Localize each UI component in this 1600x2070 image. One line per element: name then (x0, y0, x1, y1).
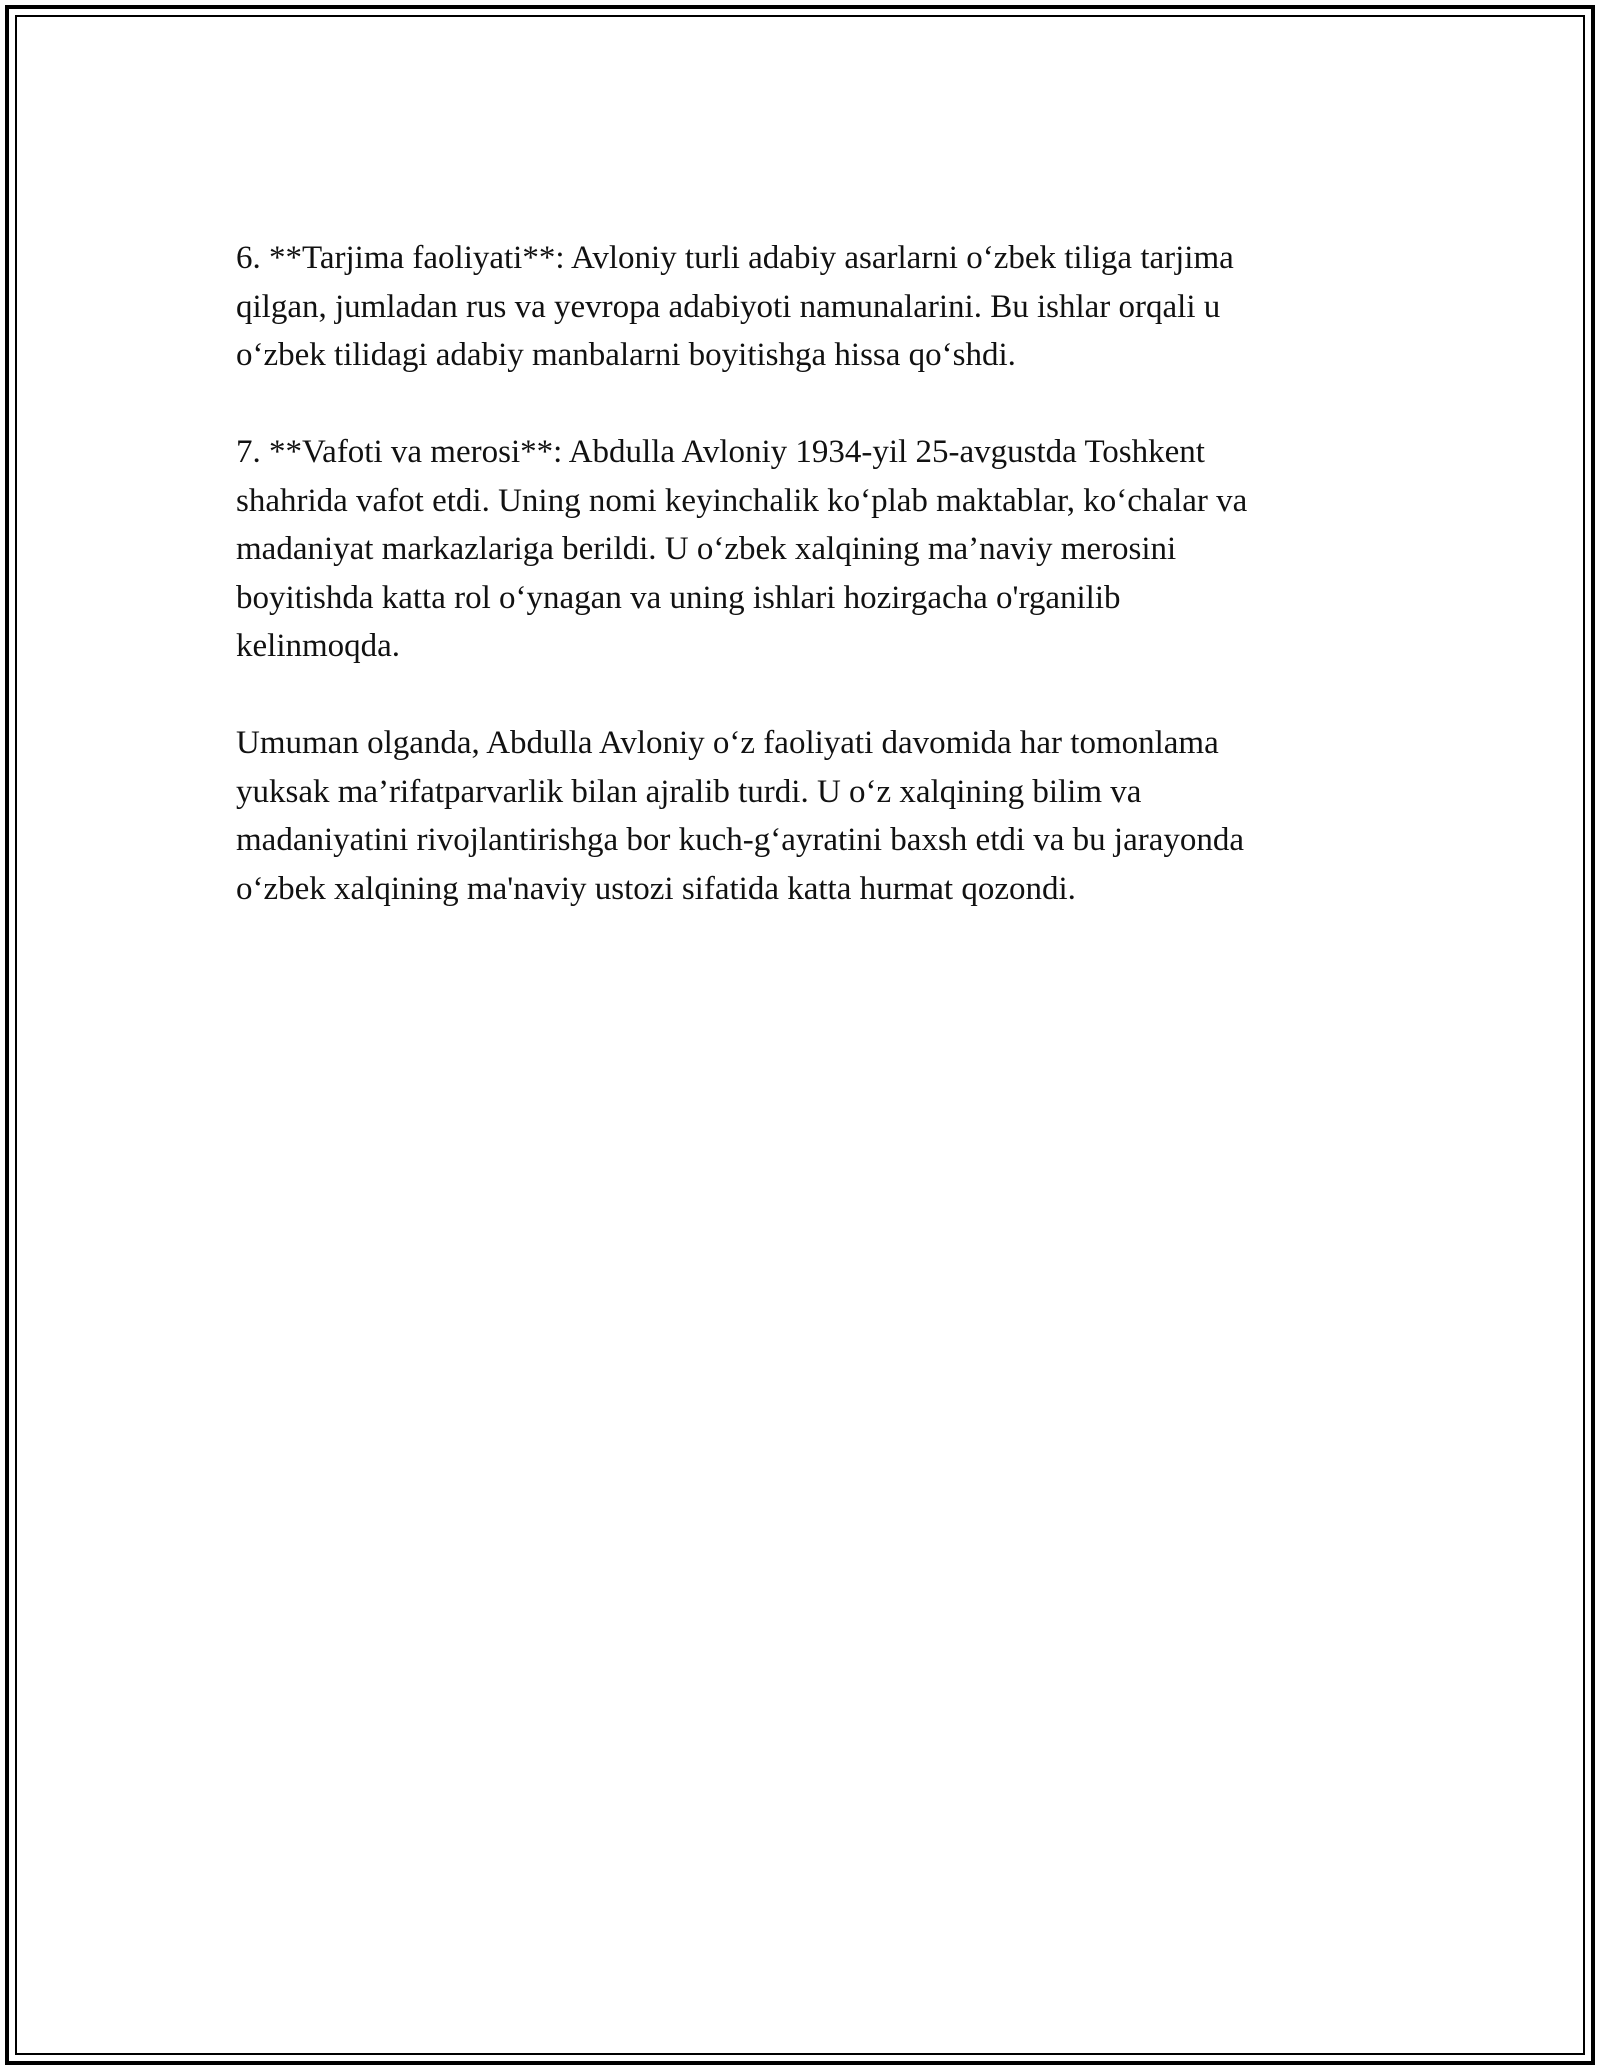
text-line: o‘zbek tilidagi adabiy manbalarni boyitishga hissa qo‘shdi. (236, 337, 1016, 373)
text-line: shahrida vafot etdi. Uning nomi keyinchalik ko‘plab maktablar, ko‘chalar va (236, 482, 1248, 519)
text-line: madaniyat markazlariga berildi. U o‘zbek xalqining ma’naviy merosini (236, 531, 1177, 567)
text-line: yuksak ma’rifatparvarlik bilan ajralib turdi. U o‘z xalqining bilim va (236, 773, 1142, 810)
text-line: Umuman olganda, Abdulla Avloniy o‘z faoliyati davomida har tomonlama (236, 725, 1219, 761)
text-line: 6. **Tarjima faoliyati**: Avloniy turli adabiy asarlarni o‘zbek tiliga tarjima (236, 240, 1234, 276)
text-line: 7. **Vafoti va merosi**: Abdulla Avloniy 1934-yil 25-avgustda Toshkent (236, 434, 1205, 470)
document-body (236, 234, 1376, 962)
text-line: qilgan, jumladan rus va yevropa adabiyoti namunalarini. Bu ishlar orqali u (236, 288, 1221, 325)
text-line: kelinmoqda. (236, 628, 401, 664)
text-line: madaniyatini rivojlantirishga bor kuch-g‘ayratini baxsh etdi va bu jarayonda (236, 822, 1245, 858)
text-line: o‘zbek xalqining ma'naviy ustozi sifatida katta hurmat qozondi. (236, 870, 1076, 907)
paragraph-translation-activity (236, 234, 1376, 380)
text-line: boyitishda katta rol o‘ynagan va uning ishlari hozirgacha o'rganilib (236, 579, 1121, 616)
paragraph-death-and-legacy (236, 428, 1376, 671)
paragraph-conclusion (236, 719, 1376, 913)
